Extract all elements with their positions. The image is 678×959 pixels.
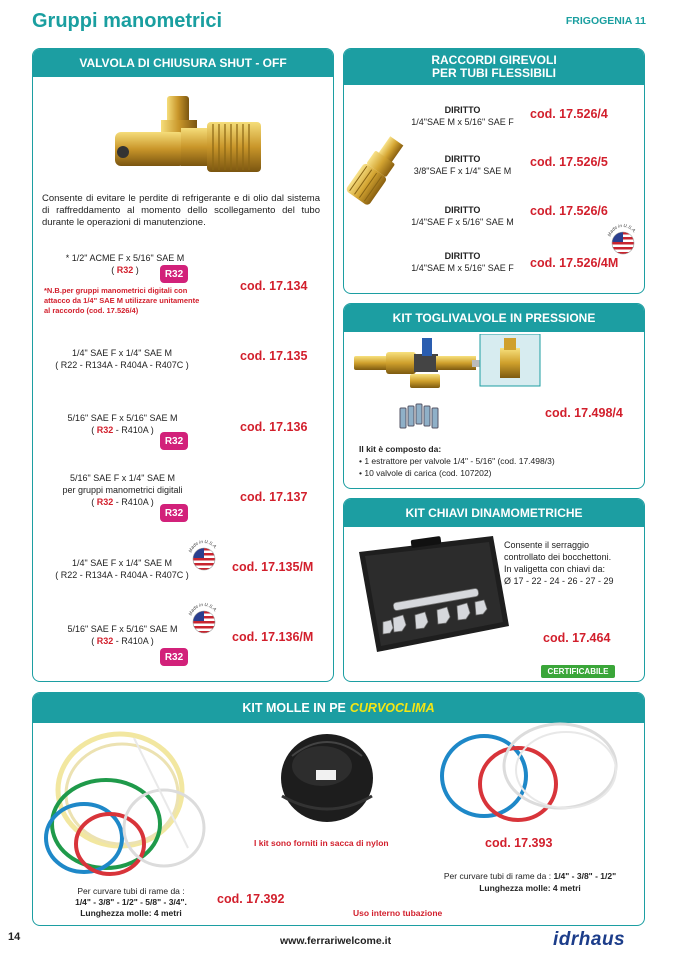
raccordi-item-3-code: cod. 17.526/6	[530, 204, 608, 218]
molle-left-description: Per curvare tubi di rame da : 1/4" - 3/8" - 1/2" - 5/8" - 3/4". Lunghezza molle: 4 metri	[75, 886, 187, 918]
page-number: 14	[8, 931, 21, 943]
valvola-item-4-spec: 5/16" SAE F x 1/4" SAE M per gruppi manometrici digitali ( R32 - R410A )	[62, 473, 183, 507]
chiavi-description: Consente il serraggio controllato dei bocchettoni. In valigetta con chiavi da: Ø 17 - 22 - 24 - 26 - 27 - 29	[504, 540, 614, 586]
valvola-item-3-spec: 5/16" SAE F x 5/16" SAE M ( R32 - R410A )	[67, 413, 178, 435]
certificabile-badge: CERTIFICABILE	[541, 665, 615, 678]
valvola-item-5-code: cod. 17.135/M	[232, 560, 314, 574]
molle-right-description: Per curvare tubi di rame da : 1/4" - 3/8" - 1/2" Lunghezza molle: 4 metri	[443, 871, 617, 893]
pe-springs-image-right	[436, 718, 626, 830]
bag-caption: I kit sono forniti in sacca di nylon	[254, 838, 389, 848]
valvola-note: *N.B.per gruppi manometrici digitali con attacco da 1/4" SAE M utilizzare unitamente al raccordo (cod. 17.526/4)	[44, 286, 200, 315]
raccordi-item-3-spec: DIRITTO 1/4"SAE F x 5/16" SAE M	[411, 205, 514, 227]
raccordi-item-1-code: cod. 17.526/4	[530, 107, 608, 121]
nylon-bag-image	[272, 726, 382, 826]
usa-flag-icon	[186, 601, 222, 637]
valvola-item-6-spec: 5/16" SAE F x 5/16" SAE M ( R32 - R410A )	[67, 624, 178, 646]
valvola-item-1-spec: * 1/2" ACME F x 5/16" SAE M ( R32 )	[65, 253, 185, 275]
valve-extractor-image	[350, 334, 550, 444]
page-title: Gruppi manometrici	[32, 10, 223, 32]
valvola-item-4-code: cod. 17.137	[240, 490, 308, 504]
chiavi-code: cod. 17.464	[543, 631, 611, 645]
raccordi-item-2-code: cod. 17.526/5	[530, 155, 608, 169]
swivel-fitting-image	[345, 132, 405, 212]
svg-text:Made in U.S.A.: Made in U.S.A.	[187, 538, 219, 554]
valvola-title: VALVOLA DI CHIUSURA SHUT - OFF	[33, 49, 333, 77]
r32-badge: R32	[160, 648, 188, 666]
svg-text:Made in U.S.A.: Made in U.S.A.	[606, 222, 638, 238]
molle-left-code: cod. 17.392	[217, 892, 285, 906]
footer-url[interactable]: www.ferrariwelcome.it	[280, 935, 392, 947]
molle-title: KIT MOLLE IN PE CURVOCLIMA	[33, 693, 644, 723]
pe-springs-image-left	[38, 728, 218, 878]
valvola-item-3-code: cod. 17.136	[240, 420, 308, 434]
molle-right-code: cod. 17.393	[485, 836, 553, 850]
idrhaus-logo: idrhaus	[553, 929, 626, 950]
toglivalvole-composition: Il kit è composto da: • 1 estrattore per valvole 1/4" - 5/16" (cod. 17.498/3) • 10 valvole di carica (cod. 107202)	[359, 444, 555, 478]
valvola-item-2-spec: 1/4" SAE F x 1/4" SAE M ( R22 - R134A - R404A - R407C )	[55, 348, 189, 370]
usage-note: Uso interno tubazione	[353, 908, 443, 918]
r32-badge: R32	[160, 504, 188, 522]
svg-text:Made in U.S.A.: Made in U.S.A.	[187, 601, 219, 617]
usa-flag-icon	[605, 222, 641, 258]
usa-flag-icon	[186, 538, 222, 574]
section-tag: FRIGOGENIA 11	[565, 15, 646, 27]
raccordi-title: RACCORDI GIREVOLI PER TUBI FLESSIBILI	[344, 49, 644, 85]
raccordi-item-2-spec: DIRITTO 3/8"SAE F x 1/4" SAE M	[413, 154, 512, 176]
toglivalvole-code: cod. 17.498/4	[545, 406, 623, 420]
torque-wrench-case-image	[353, 530, 513, 660]
toglivalvole-title: KIT TOGLIVALVOLE IN PRESSIONE	[344, 304, 644, 332]
valvola-item-2-code: cod. 17.135	[240, 349, 308, 363]
shutoff-valve-image	[105, 92, 270, 182]
r32-badge: R32	[160, 265, 188, 283]
valvola-item-6-code: cod. 17.136/M	[232, 630, 314, 644]
valvola-item-1-code: cod. 17.134	[240, 279, 308, 293]
raccordi-item-4-code: cod. 17.526/4M	[530, 256, 619, 270]
raccordi-item-4-spec: DIRITTO 1/4"SAE M x 5/16" SAE F	[411, 251, 514, 273]
valvola-description: Consente di evitare le perdite di refrigerante e di olio dal sistema di raffreddamento al momento dello scollegamento del tubo durante le operazioni di manutenzione.	[42, 193, 320, 228]
valvola-item-5-spec: 1/4" SAE F x 1/4" SAE M ( R22 - R134A - R404A - R407C )	[55, 558, 189, 580]
raccordi-item-1-spec: DIRITTO 1/4"SAE M x 5/16" SAE F	[411, 105, 514, 127]
chiavi-title: KIT CHIAVI DINAMOMETRICHE	[344, 499, 644, 527]
r32-badge: R32	[160, 432, 188, 450]
